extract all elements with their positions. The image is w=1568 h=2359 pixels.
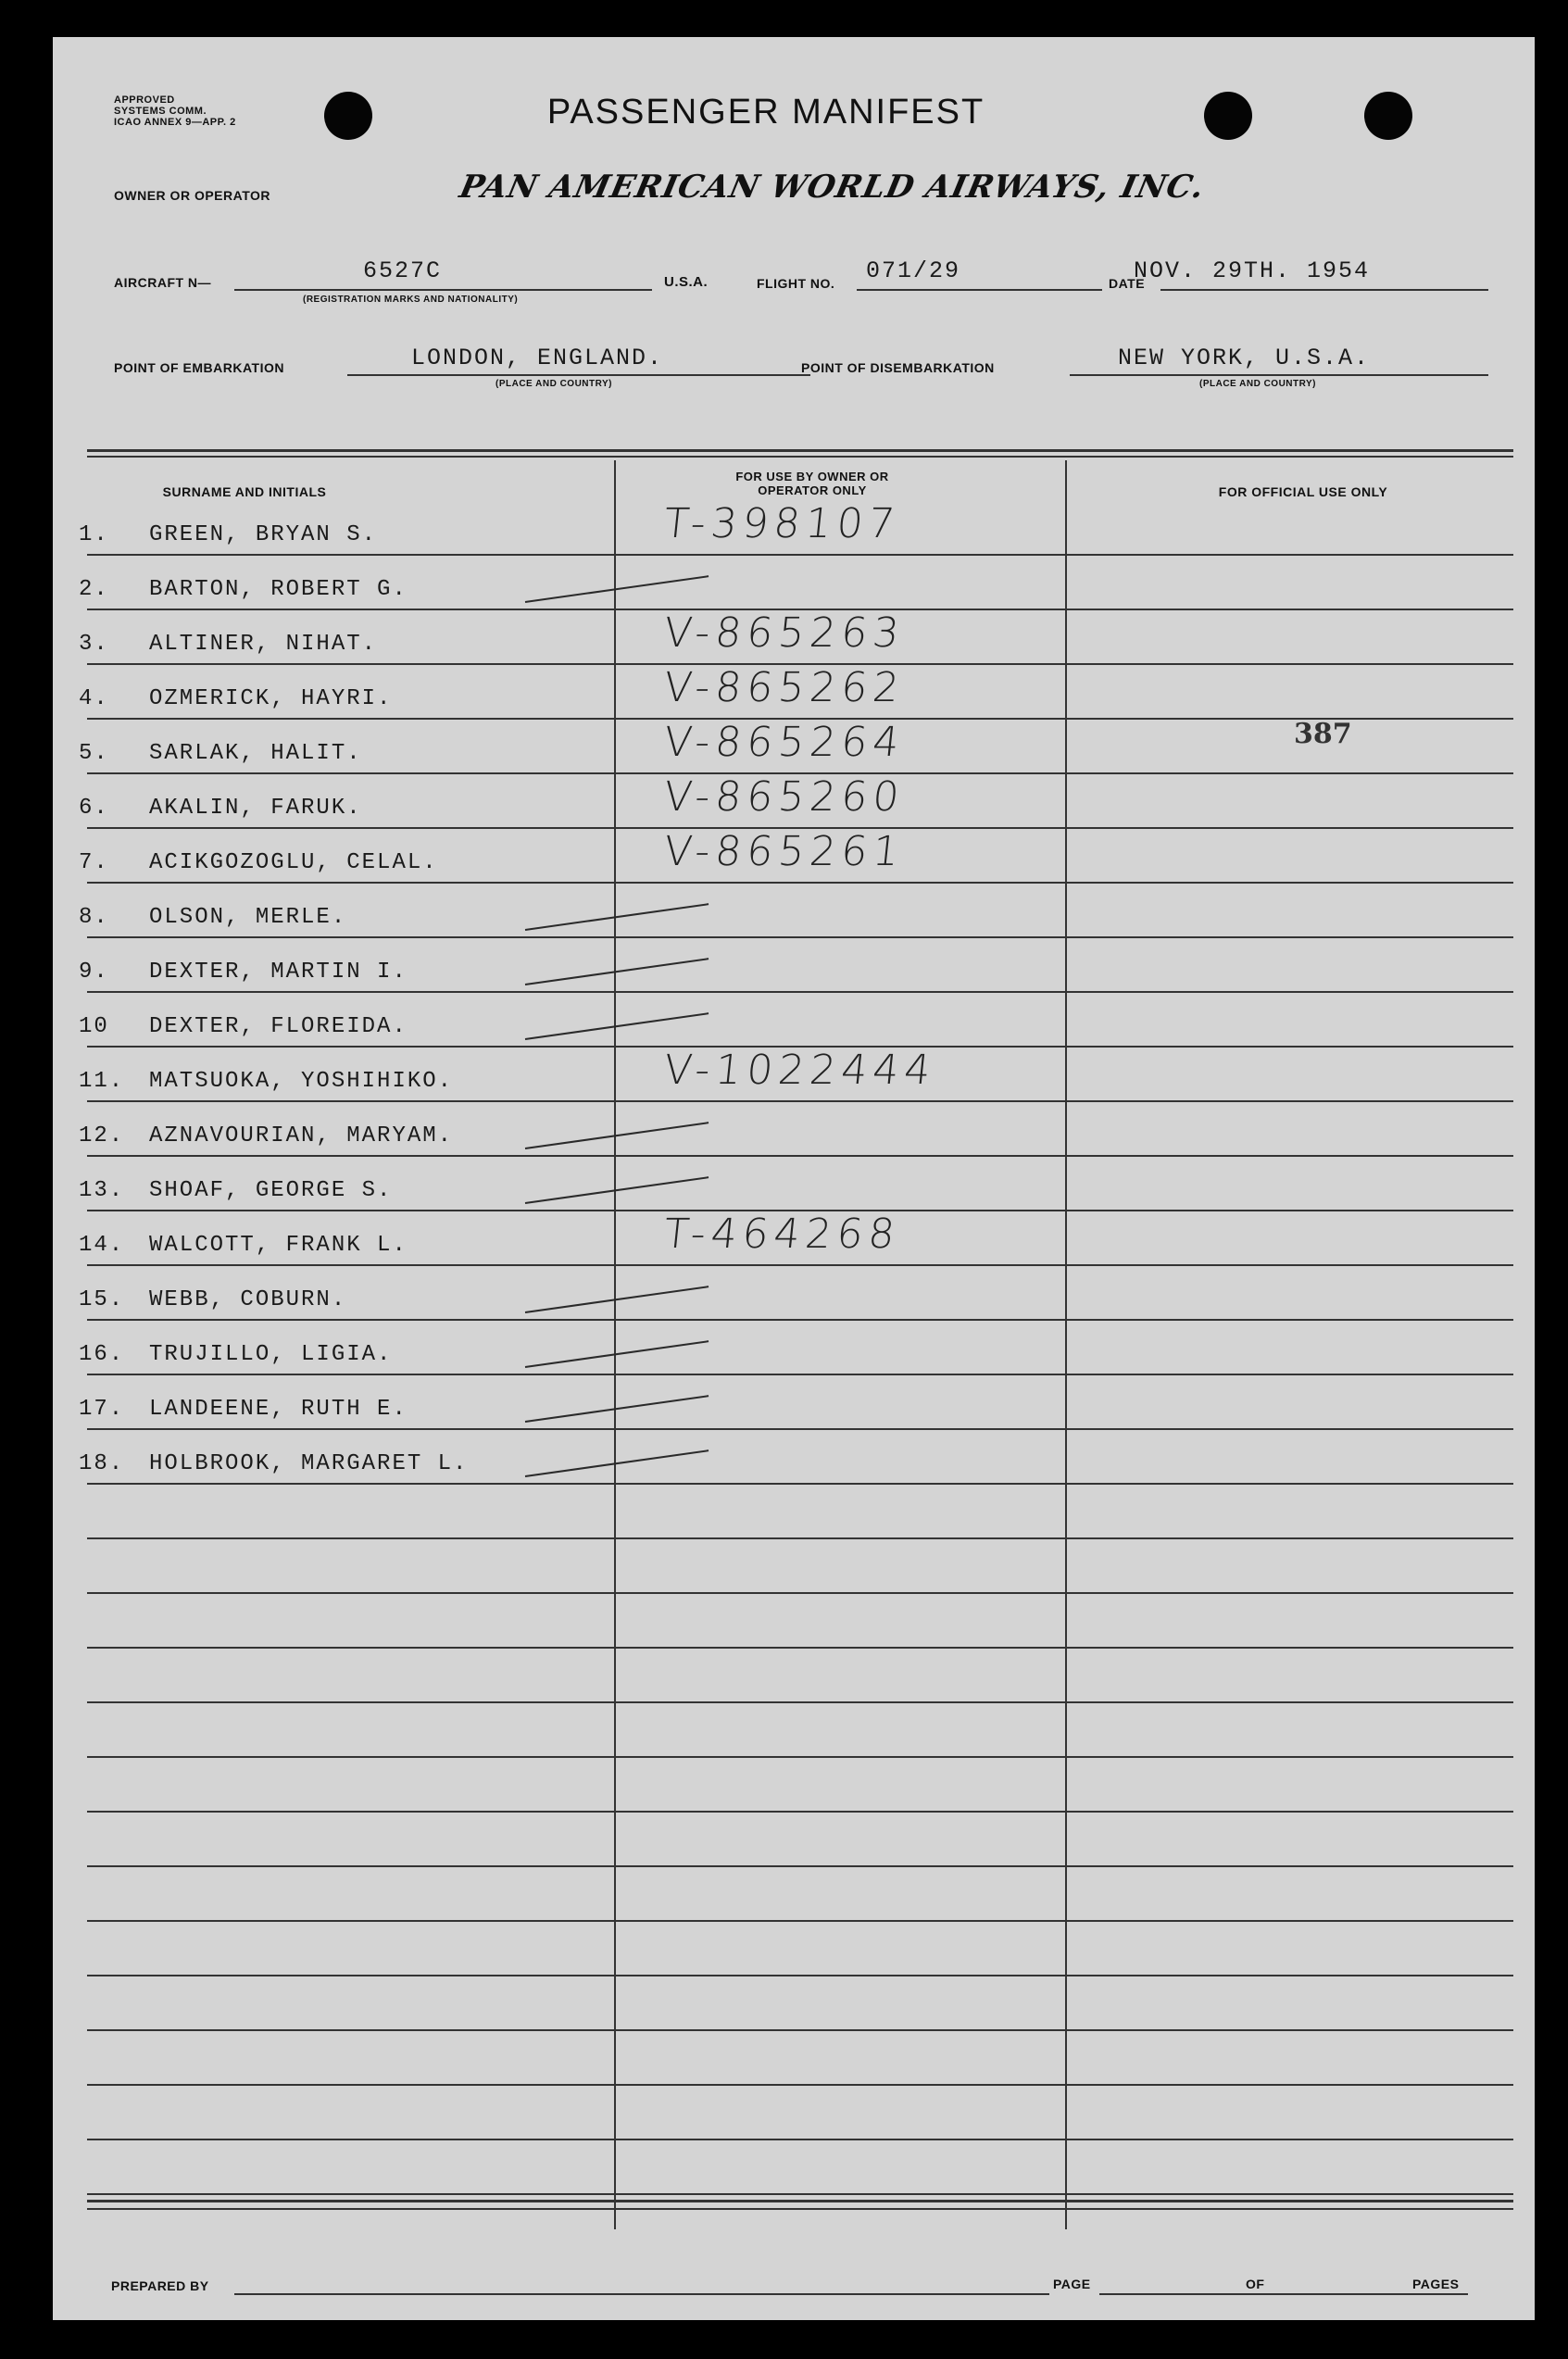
row-rule bbox=[87, 2193, 1513, 2195]
row-number: 1. bbox=[79, 522, 109, 547]
approval-stamp-line: ICAO ANNEX 9—APP. 2 bbox=[114, 117, 236, 128]
approval-stamp-line: SYSTEMS COMM. bbox=[114, 106, 207, 117]
document-number: V-865264 bbox=[661, 719, 908, 766]
row-rule bbox=[87, 882, 1513, 884]
pages-label: PAGES bbox=[1412, 2277, 1460, 2291]
official-note: 387 bbox=[1294, 718, 1352, 750]
passenger-name: OLSON, MERLE. bbox=[149, 905, 347, 930]
page-label: PAGE bbox=[1053, 2277, 1091, 2291]
blank-entry-stroke bbox=[525, 1449, 709, 1477]
row-number: 11. bbox=[79, 1069, 125, 1094]
approval-stamp bbox=[114, 94, 236, 128]
embarkation-caption: (PLACE AND COUNTRY) bbox=[495, 379, 612, 389]
passenger-name: DEXTER, MARTIN I. bbox=[149, 960, 408, 985]
row-rule bbox=[87, 1374, 1513, 1375]
document-number: V-1022444 bbox=[661, 1047, 939, 1094]
blank-entry-stroke bbox=[525, 1395, 709, 1423]
passenger-name: ALTINER, NIHAT. bbox=[149, 632, 378, 657]
manifest-sheet bbox=[53, 37, 1535, 2320]
blank-entry-stroke bbox=[525, 1340, 709, 1368]
owner-value: PAN AMERICAN WORLD AIRWAYS, INC. bbox=[456, 169, 1209, 206]
passenger-name: ACIKGOZOGLU, CELAL. bbox=[149, 850, 438, 875]
document-number: T-464268 bbox=[661, 1211, 903, 1258]
aircraft-value: 6527C bbox=[363, 257, 443, 284]
passenger-name: AKALIN, FARUK. bbox=[149, 796, 362, 821]
row-rule bbox=[87, 1592, 1513, 1594]
blank-entry-stroke bbox=[525, 903, 709, 931]
row-rule bbox=[87, 1811, 1513, 1813]
row-number: 8. bbox=[79, 905, 109, 930]
document-number: V-865261 bbox=[661, 828, 908, 875]
passenger-name: BARTON, ROBERT G. bbox=[149, 577, 408, 602]
row-rule bbox=[87, 1319, 1513, 1321]
approval-stamp-line: APPROVED bbox=[114, 94, 175, 106]
prepared-by-label: PREPARED BY bbox=[111, 2278, 209, 2293]
passenger-name: SARLAK, HALIT. bbox=[149, 741, 362, 766]
owner-label: OWNER OR OPERATOR bbox=[114, 188, 270, 203]
date-label: DATE bbox=[1109, 276, 1146, 291]
blank-entry-stroke bbox=[525, 958, 709, 985]
disembarkation-value: NEW YORK, U.S.A. bbox=[1118, 345, 1371, 371]
passenger-name: TRUJILLO, LIGIA. bbox=[149, 1342, 393, 1367]
passenger-name: MATSUOKA, YOSHIHIKO. bbox=[149, 1069, 454, 1094]
passenger-name: GREEN, BRYAN S. bbox=[149, 522, 378, 547]
punch-hole-icon bbox=[324, 92, 372, 140]
row-number: 13. bbox=[79, 1178, 125, 1203]
row-rule bbox=[87, 991, 1513, 993]
row-rule bbox=[87, 1920, 1513, 1922]
passenger-name: WALCOTT, FRANK L. bbox=[149, 1233, 408, 1258]
row-number: 14. bbox=[79, 1233, 125, 1258]
row-number: 9. bbox=[79, 960, 109, 985]
row-rule bbox=[87, 2029, 1513, 2031]
row-rule bbox=[87, 1483, 1513, 1485]
row-rule bbox=[87, 2139, 1513, 2140]
row-rule bbox=[87, 1865, 1513, 1867]
document-number: V-865260 bbox=[661, 773, 908, 821]
row-rule bbox=[87, 1975, 1513, 1976]
row-rule bbox=[87, 554, 1513, 556]
blank-entry-stroke bbox=[525, 1176, 709, 1204]
passenger-name: OZMERICK, HAYRI. bbox=[149, 686, 393, 711]
row-number: 15. bbox=[79, 1287, 125, 1312]
punch-hole-icon bbox=[1364, 92, 1412, 140]
row-number: 10 bbox=[79, 1014, 109, 1039]
row-rule bbox=[87, 1264, 1513, 1266]
blank-entry-stroke bbox=[525, 1012, 709, 1040]
passenger-name: DEXTER, FLOREIDA. bbox=[149, 1014, 408, 1039]
row-number: 18. bbox=[79, 1451, 125, 1476]
flight-label: FLIGHT NO. bbox=[757, 276, 835, 291]
blank-entry-stroke bbox=[525, 1122, 709, 1149]
column-header-official: FOR OFFICIAL USE ONLY bbox=[1218, 484, 1388, 499]
document-number: V-865262 bbox=[661, 664, 908, 711]
row-number: 17. bbox=[79, 1397, 125, 1422]
of-label: OF bbox=[1246, 2277, 1265, 2291]
row-number: 16. bbox=[79, 1342, 125, 1367]
registration-caption: (REGISTRATION MARKS AND NATIONALITY) bbox=[303, 295, 519, 305]
blank-entry-stroke bbox=[525, 575, 709, 603]
embarkation-label: POINT OF EMBARKATION bbox=[114, 360, 284, 375]
document-number: T-398107 bbox=[661, 500, 903, 547]
usa-label: U.S.A. bbox=[664, 274, 709, 290]
aircraft-label: AIRCRAFT N— bbox=[114, 275, 212, 290]
passenger-name: SHOAF, GEORGE S. bbox=[149, 1178, 393, 1203]
row-rule bbox=[87, 2084, 1513, 2086]
disembarkation-label: POINT OF DISEMBARKATION bbox=[801, 360, 995, 375]
row-number: 5. bbox=[79, 741, 109, 766]
passenger-name: LANDEENE, RUTH E. bbox=[149, 1397, 408, 1422]
embarkation-value: LONDON, ENGLAND. bbox=[411, 345, 664, 371]
document-number: V-865263 bbox=[661, 609, 908, 657]
row-number: 3. bbox=[79, 632, 109, 657]
punch-hole-icon bbox=[1204, 92, 1252, 140]
row-number: 4. bbox=[79, 686, 109, 711]
row-rule bbox=[87, 1537, 1513, 1539]
page-title: PASSENGER MANIFEST bbox=[546, 93, 985, 132]
row-rule bbox=[87, 1647, 1513, 1649]
row-rule bbox=[87, 1100, 1513, 1102]
row-rule bbox=[87, 1428, 1513, 1430]
passenger-name: WEBB, COBURN. bbox=[149, 1287, 347, 1312]
column-header-surname: SURNAME AND INITIALS bbox=[162, 484, 327, 499]
blank-entry-stroke bbox=[525, 1286, 709, 1313]
passenger-name: HOLBROOK, MARGARET L. bbox=[149, 1451, 469, 1476]
row-rule bbox=[87, 1701, 1513, 1703]
row-rule bbox=[87, 1756, 1513, 1758]
row-rule bbox=[87, 1155, 1513, 1157]
date-value: NOV. 29TH. 1954 bbox=[1134, 257, 1371, 284]
disembarkation-caption: (PLACE AND COUNTRY) bbox=[1199, 379, 1316, 389]
row-number: 6. bbox=[79, 796, 109, 821]
row-number: 7. bbox=[79, 850, 109, 875]
row-number: 2. bbox=[79, 577, 109, 602]
passenger-name: AZNAVOURIAN, MARYAM. bbox=[149, 1123, 454, 1148]
flight-value: 071/29 bbox=[866, 257, 961, 284]
row-rule bbox=[87, 936, 1513, 938]
column-header-owner: FOR USE BY OWNER OR OPERATOR ONLY bbox=[735, 470, 889, 497]
row-number: 12. bbox=[79, 1123, 125, 1148]
